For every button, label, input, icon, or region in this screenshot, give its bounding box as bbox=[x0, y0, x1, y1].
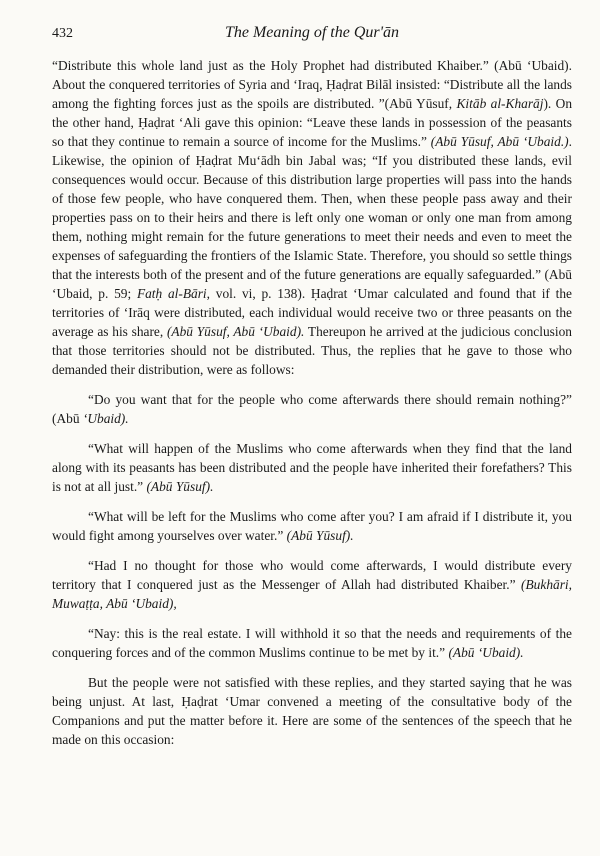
text-segment: . Likewise, the opinion of Ḥaḍrat Mu‘ādh bin Jabal was; “If you distributed these lands, evil consequences would occur. Because of this distribution large properties will pass into the hands of those few people, who have conquered them. Then, when these people pass away and their properties pass on to their heirs and there is left only one woman or only one man from among them, nothing might remain for the future generations to meet their needs and even to meet the expenses of safeguarding the frontiers of the Islamic State. Therefore, you should so settle things that the interests both of the present and of the future generations are equally safeguarded.” (Abū ‘Ubaid, p. 59; bbox=[52, 134, 572, 301]
page-header bbox=[52, 18, 572, 44]
text-segment: “Do you want that for the people who come afterwards there should remain nothing?” (Abū bbox=[52, 392, 572, 426]
text-segment: “Nay: this is the real estate. I will withhold it so that the needs and requirements of the conquering forces and of the common Muslims continue to be met by it.” bbox=[52, 626, 572, 660]
text-segment: (Abū ‘Ubaid). bbox=[448, 645, 524, 660]
text-segment: But the people were not satisfied with these replies, and they started saying that he was being unjust. At last, Ḥaḍrat ‘Umar convened a meeting of the consultative body of the Companions and put the matter before it. Here are some of the sentences of the speech that he made on this occasion: bbox=[52, 675, 572, 747]
page-number: 432 bbox=[52, 26, 73, 41]
paragraph bbox=[52, 673, 572, 749]
text-segment: ‘Ubaid). bbox=[82, 411, 129, 426]
text-segment: (Abū Yūsuf). bbox=[146, 479, 214, 494]
text-segment: “What will be left for the Muslims who come after you? I am afraid if I distribute it, you would fight among yourselves over water.” bbox=[52, 509, 572, 543]
text-segment: “Had I no thought for those who would come afterwards, I would distribute every territory that I conquered just as the Messenger of Allah had distributed Khaiber.” bbox=[52, 558, 572, 592]
text-segment: “What will happen of the Muslims who come afterwards when they find that the land along with its peasants has been distributed and the people have inherited their forefathers? This is not at all just.” bbox=[52, 441, 572, 494]
text-segment: Kitāb al-Kharāj bbox=[456, 96, 544, 111]
text-segment: Fatḥ al-Bāri bbox=[136, 286, 207, 301]
running-title: The Meaning of the Qur'ān bbox=[224, 24, 400, 41]
text-segment: ). On the other hand, Ḥaḍrat ‘Ali gave this opinion: “Leave these lands in possession of the peasants so that they continue to remain a source of income for the Muslims.” bbox=[52, 96, 573, 149]
text-segment: , vol. vi, p. 138). Ḥaḍrat ‘Umar calculated and found that if the territories of ‘Irāq were distributed, each individual would receive two or three peasants on the average as his share, bbox=[52, 286, 572, 339]
text-segment: (Bukhāri, Muwaṭṭa, Abū ‘Ubaid), bbox=[52, 577, 572, 611]
text-segment: Thereupon he arrived at the judicious conclusion that those territories should not be distributed. Thus, the replies that he gave to those who demanded their distribution, were as follows: bbox=[52, 324, 572, 377]
quote-paragraph bbox=[52, 624, 572, 662]
paragraph bbox=[52, 56, 572, 379]
quote-paragraph bbox=[52, 439, 572, 496]
quote-paragraph bbox=[52, 556, 572, 613]
page-body bbox=[52, 56, 572, 749]
text-segment: “Distribute this whole land just as the Holy Prophet had distributed Khaiber.” (Abū ‘Ubaid). About the conquered territories of Syria and ‘Iraq, Ḥaḍrat Bilāl insisted: “Distribute all the lands among the fighting forces just as the spoils are distributed. ”(Abū Yūsuf, bbox=[52, 58, 572, 111]
text-segment: (Abū Yūsuf). bbox=[286, 528, 354, 543]
quote-paragraph bbox=[52, 507, 572, 545]
text-segment: (Abū Yūsuf, Abū ‘Ubaid). bbox=[166, 324, 305, 339]
quote-paragraph bbox=[52, 390, 572, 428]
text-segment: (Abū Yūsuf, Abū ‘Ubaid.) bbox=[430, 134, 569, 149]
